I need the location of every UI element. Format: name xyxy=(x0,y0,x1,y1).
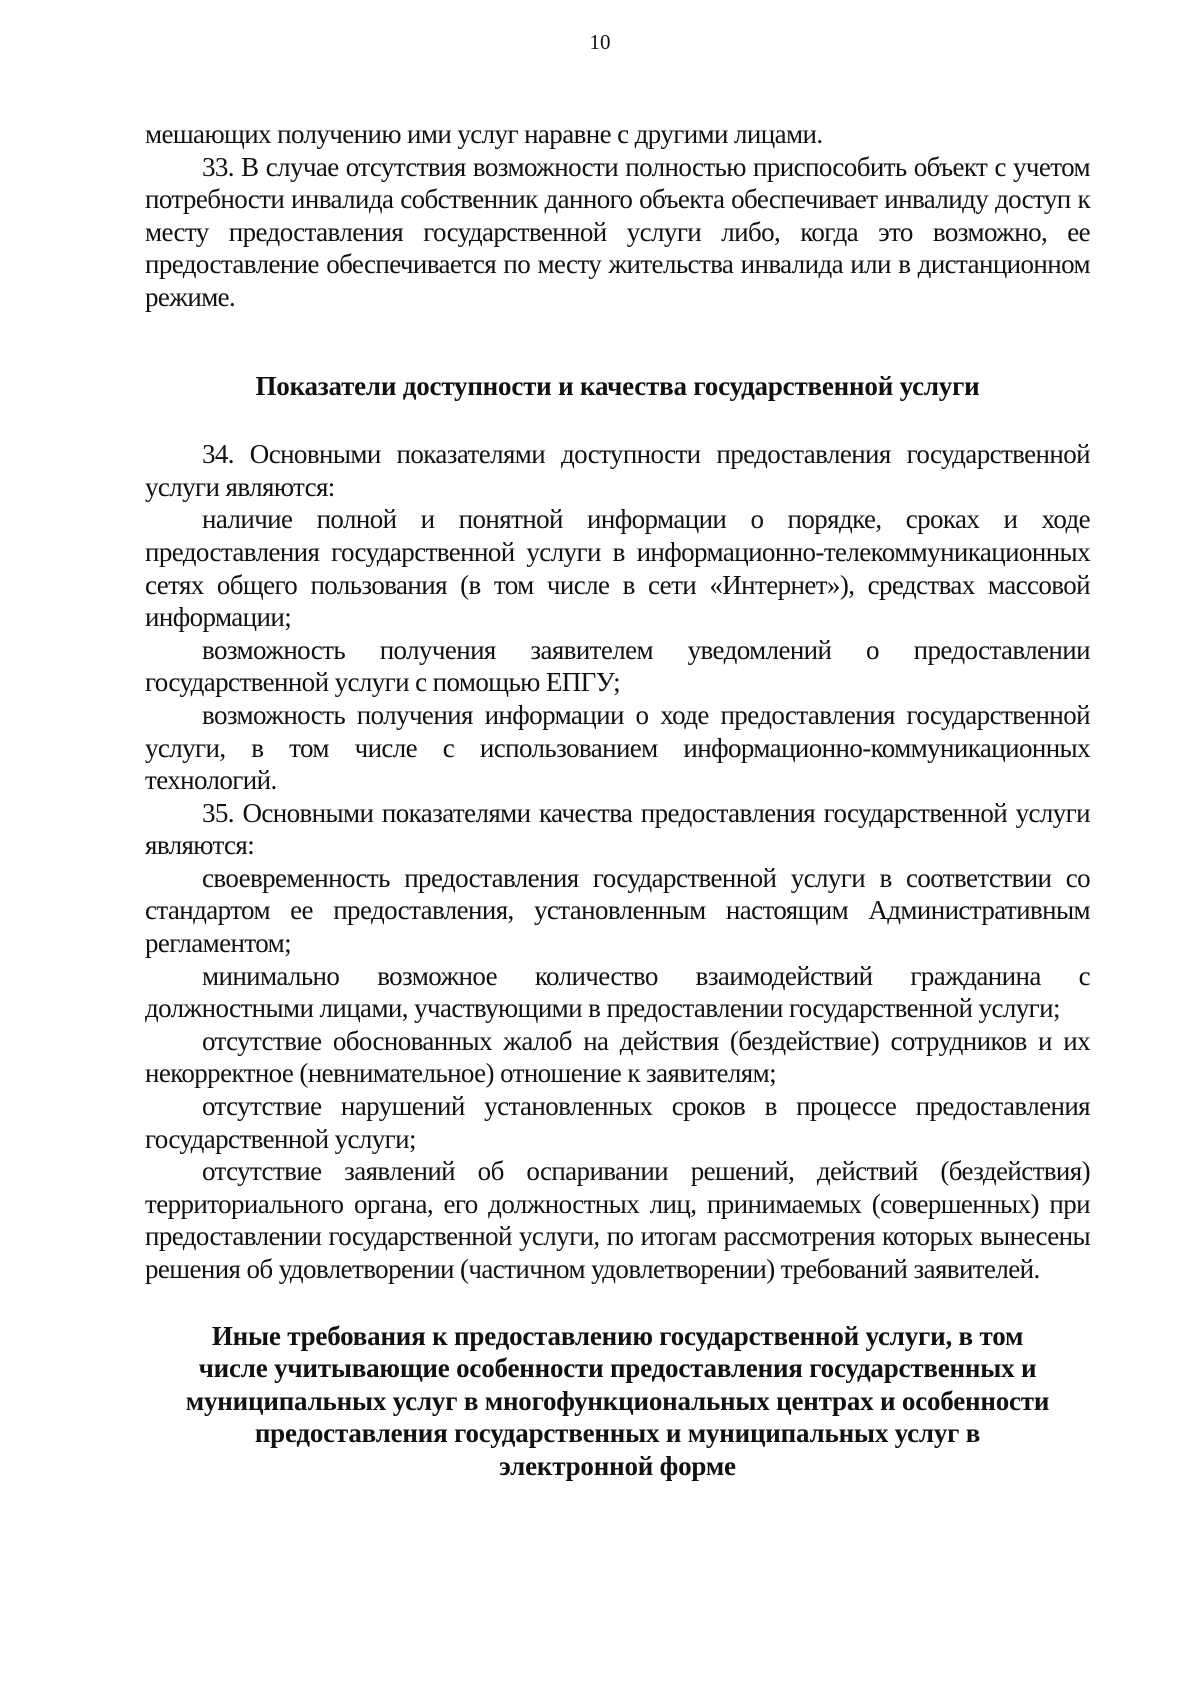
heading-line: предоставления государственных и муниципальных услуг в xyxy=(254,1418,981,1449)
paragraph-item-34: 34. Основными показателями доступности предоставления государственной услуги являются: xyxy=(145,439,1090,502)
heading-line: числе учитывающие особенности предоставления государственных и xyxy=(198,1353,1037,1384)
section-heading-accessibility: Показатели доступности и качества государственной услуги xyxy=(255,370,980,401)
paragraph-minimal-interactions: минимально возможное количество взаимодействий гражданина с должностными лицами, участвующими в предоставлении государственной услуги; xyxy=(145,960,1090,1024)
section-heading-other-requirements xyxy=(145,1320,1090,1483)
paragraph-no-complaints: отсутствие обоснованных жалоб на действия (бездействие) сотрудников и их некорректное (невнимательное) отношение к заявителям; xyxy=(145,1025,1090,1089)
heading-line: Иные требования к предоставлению государственной услуги, в том xyxy=(211,1320,1024,1351)
document-body xyxy=(145,118,1090,1483)
paragraph-item-35: 35. Основными показателями качества предоставления государственной услуги являются: xyxy=(145,797,1090,861)
paragraph-notifications: возможность получения заявителем уведомлений о предоставлении государственной услуги с помощью ЕПГУ; xyxy=(145,634,1090,698)
paragraph-no-appeals: отсутствие заявлений об оспаривании решений, действий (бездействия) территориального органа, его должностных лиц, принимаемых (совершенных) при предоставлении государственной услуги, по итогам рассмотрения которых вынесены решения об удовлетворении (частичном удовлетворении) требований заявителей. xyxy=(145,1156,1090,1284)
paragraph-item-33: 33. В случае отсутствия возможности полностью приспособить объект с учетом потребности инвалида собственник данного объекта обеспечивает инвалиду доступ к месту предоставления государственной услуги либо, когда это возможно, ее предоставление обеспечивается по месту жительства инвалида или в дистанционном режиме. xyxy=(145,151,1090,312)
heading-line: электронной форме xyxy=(499,1450,736,1481)
paragraph-continuation: мешающих получению ими услуг наравне с другими лицами. xyxy=(145,119,823,149)
page-number: 10 xyxy=(589,30,611,54)
paragraph-timeliness: своевременность предоставления государственной услуги в соответствии со стандартом ее предоставления, установленным настоящим Административным регламентом; xyxy=(145,862,1090,959)
heading-line: муниципальных услуг в многофункциональных центрах и особенности xyxy=(185,1385,1050,1416)
paragraph-progress-info: возможность получения информации о ходе предоставления государственной услуги, в том числе с использованием информационно-коммуникационных технологий. xyxy=(145,699,1090,796)
paragraph-no-deadline-violations: отсутствие нарушений установленных сроков в процессе предоставления государственной услуги; xyxy=(145,1091,1090,1154)
paragraph-availability-info: наличие полной и понятной информации о порядке, сроках и ходе предоставления государственной услуги в информационно-телекоммуникационных сетях общего пользования (в том числе в сети «Интернет»), средствах массовой информации; xyxy=(145,504,1090,633)
